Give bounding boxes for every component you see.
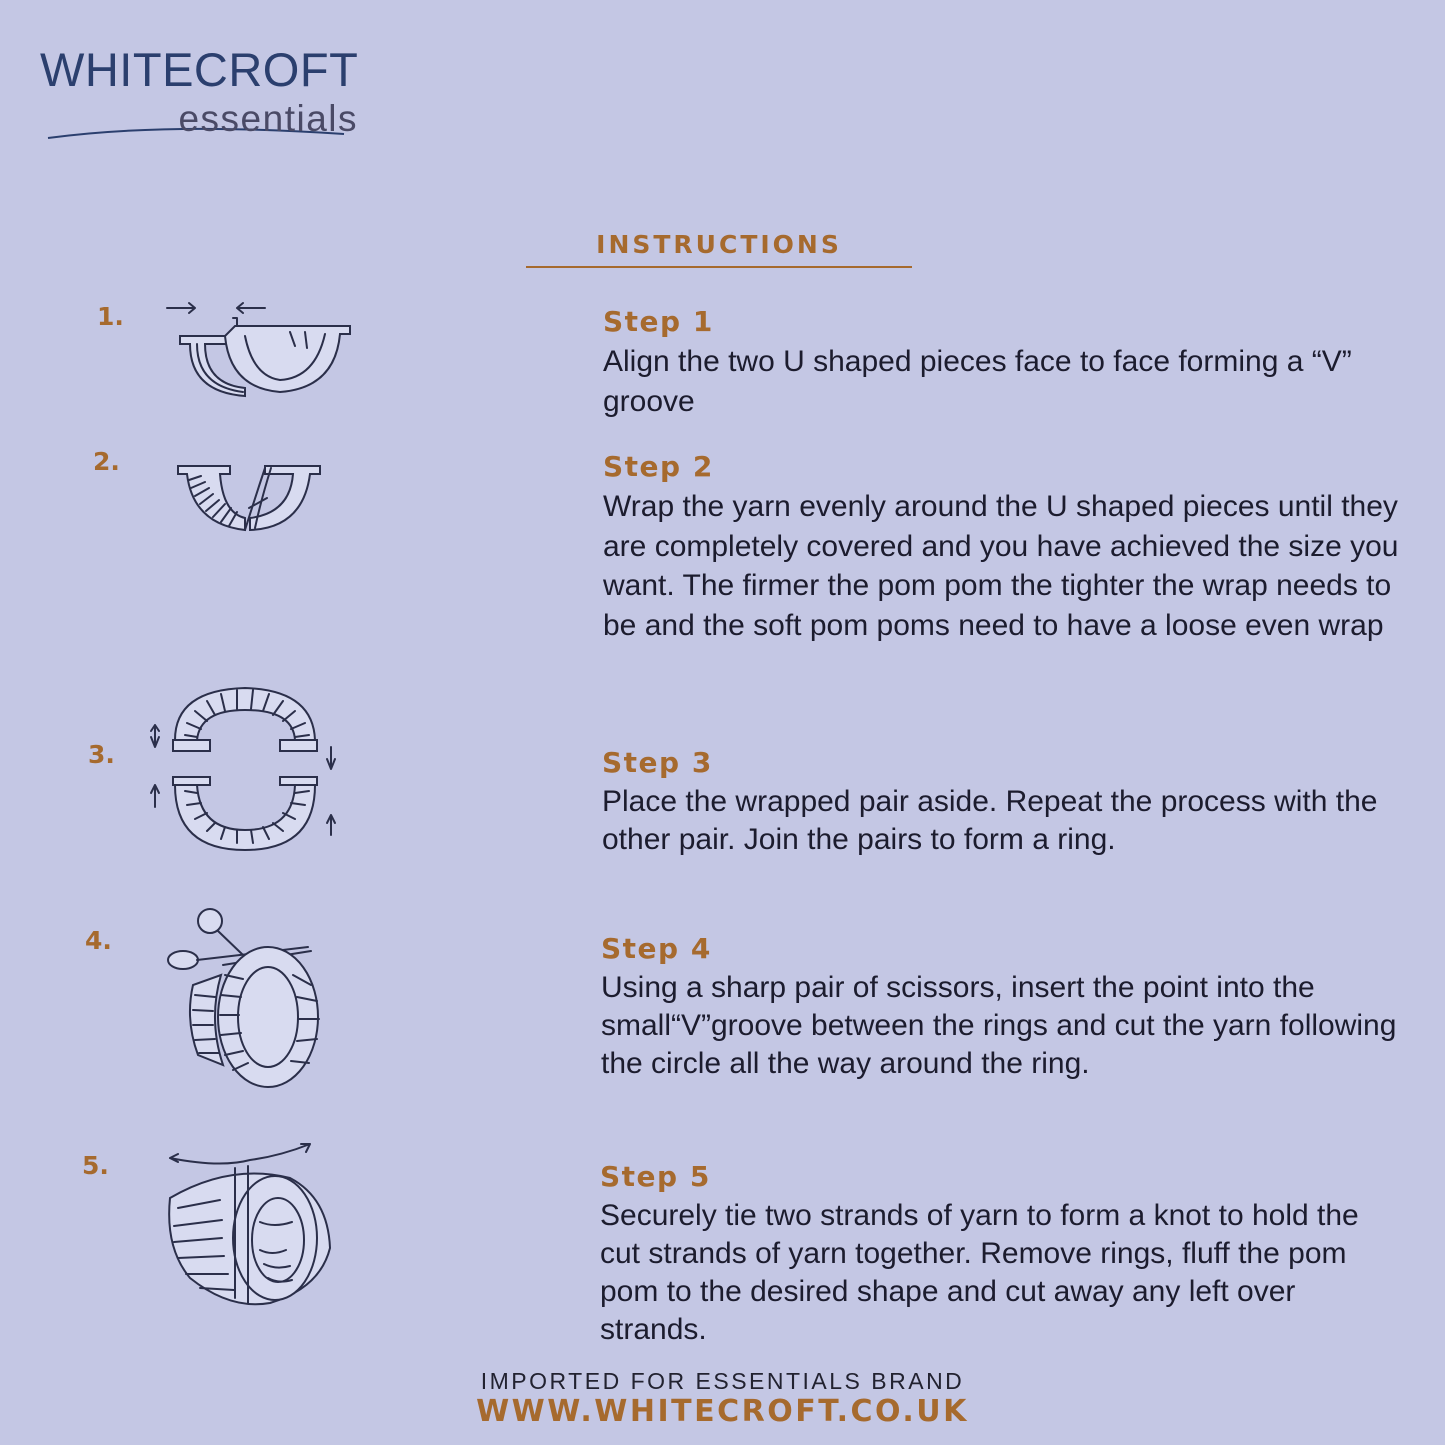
join-ring-icon <box>145 685 345 855</box>
step-number-2: 2. <box>93 447 120 476</box>
step-number-3: 3. <box>88 740 115 769</box>
step-title-1: Step 1 <box>603 305 714 338</box>
step-title-3: Step 3 <box>602 746 713 779</box>
brand-logo <box>38 40 368 140</box>
instructions-heading: INSTRUCTIONS <box>596 230 842 259</box>
brand-name: WHITECROFT <box>40 43 359 96</box>
step-text-4: Using a sharp pair of scissors, insert the point into the small“V”groove between the rings and cut the yarn following the circle all the way around the ring. <box>601 971 1397 1080</box>
step-title-4: Step 4 <box>601 932 712 965</box>
step-text-5: Securely tie two strands of yarn to form a knot to hold the cut strands of yarn together. Remove rings, fluff the pom pom to the desired shape and cut away any left over strands. <box>600 1199 1359 1346</box>
step-number-5: 5. <box>82 1151 109 1180</box>
heading-underline <box>526 266 912 268</box>
scissors-cut-icon <box>163 905 328 1093</box>
website-url: WWW.WHITECROFT.CO.UK <box>476 1394 969 1429</box>
step-3 <box>602 746 1402 858</box>
tie-knot-icon <box>160 1138 338 1313</box>
step-text-3: Place the wrapped pair aside. Repeat the process with the other pair. Join the pairs to form a ring. <box>602 785 1378 856</box>
step-number-1: 1. <box>97 302 124 331</box>
step-5 <box>600 1160 1400 1349</box>
step-4 <box>601 932 1401 1083</box>
step-title-5: Step 5 <box>600 1160 711 1193</box>
brand-sub: essentials <box>178 98 358 139</box>
step-text-1: Align the two U shaped pieces face to face forming a “V” groove <box>603 345 1352 418</box>
step-title-2: Step 2 <box>603 450 714 483</box>
yarn-wrap-icon <box>175 458 325 538</box>
u-pieces-align-icon <box>165 296 365 401</box>
step-2 <box>603 450 1403 645</box>
step-1 <box>603 305 1403 421</box>
imported-note: IMPORTED FOR ESSENTIALS BRAND <box>480 1368 965 1394</box>
step-number-4: 4. <box>85 926 112 955</box>
step-text-2: Wrap the yarn evenly around the U shaped pieces until they are completely covered and you have achieved the size you want. The firmer the pom pom the tighter the wrap needs to be and the soft pom poms need to have a loose even wrap <box>603 490 1399 642</box>
